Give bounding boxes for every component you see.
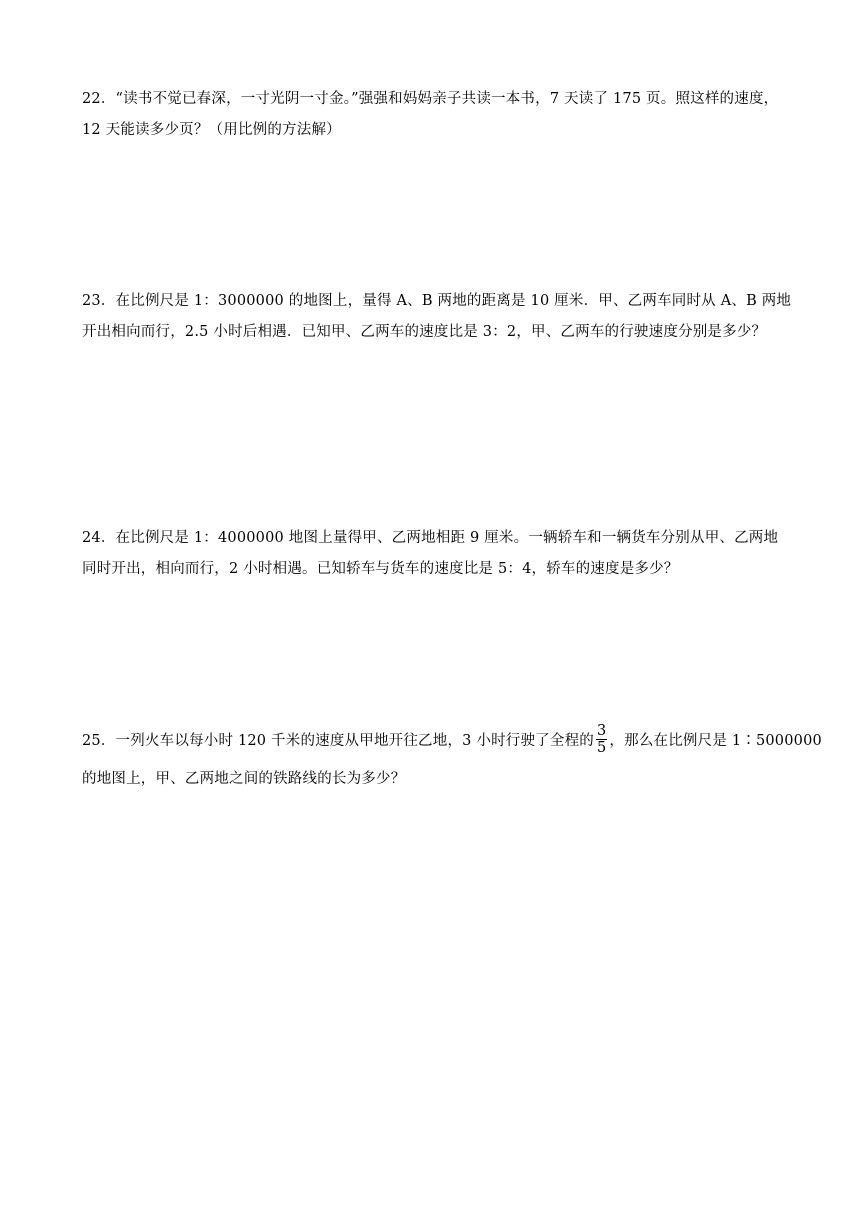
question-22-line-2: 12 天能读多少页？（用比例的方法解）: [82, 122, 341, 138]
question-23-line-2: 开出相向而行，2.5 小时后相遇．已知甲、乙两车的速度比是 3：2，甲、乙两车的行驶速度分别是多少？: [82, 324, 767, 340]
question-22: [82, 84, 812, 146]
fraction-numerator: 3: [596, 722, 607, 739]
question-22-line-1: 22．“读书不觉已春深，一寸光阴一寸金。”强强和妈妈亲子共读一本书，7 天读了 175 页。照这样的速度，: [82, 91, 779, 107]
question-25-text-before-fraction: 25．一列火车以每小时 120 千米的速度从甲地开往乙地，3 小时行驶了全程的: [82, 733, 594, 749]
question-23-line-1: 23．在比例尺是 1：3000000 的地图上，量得 A、B 两地的距离是 10 厘米．甲、乙两车同时从 A、B 两地: [82, 293, 792, 309]
question-23: [82, 286, 812, 348]
question-24-line-2: 同时开出，相向而行，2 小时相遇。已知轿车与货车的速度比是 5：4，轿车的速度是多少？: [82, 561, 679, 577]
question-25-line-2: 的地图上，甲、乙两地之间的铁路线的长为多少？: [82, 771, 406, 787]
question-25-line-1: [82, 718, 822, 764]
fraction-three-fifths: [596, 723, 607, 756]
question-24: [82, 523, 812, 585]
question-25-text-after-fraction: ，那么在比例尺是 1∶5000000: [609, 733, 822, 749]
question-24-line-1: 24．在比例尺是 1：4000000 地图上量得甲、乙两地相距 9 厘米。一辆轿车和一辆货车分别从甲、乙两地: [82, 530, 779, 546]
fraction-denominator: 5: [596, 739, 607, 756]
question-25: [82, 718, 822, 795]
